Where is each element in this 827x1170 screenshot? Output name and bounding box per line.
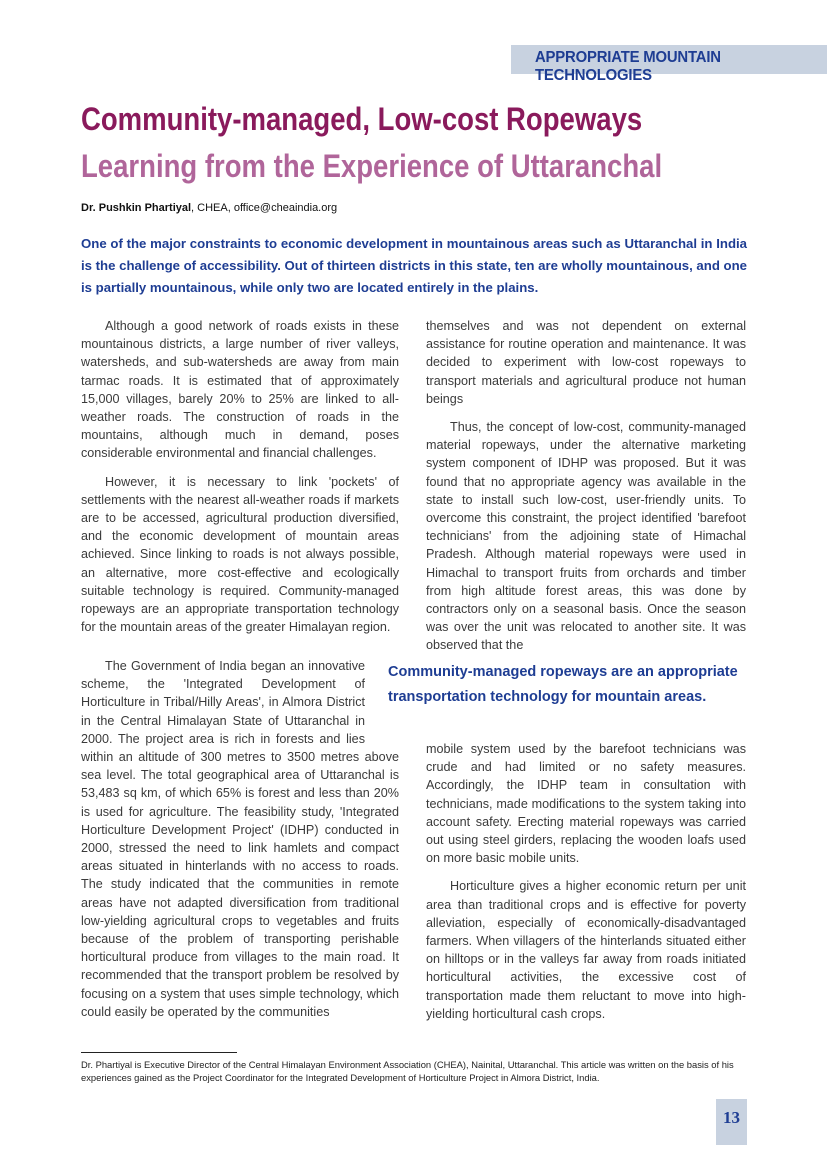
pull-quote: Community-managed ropeways are an appropriate transportation technology for mountain areas. (388, 664, 738, 705)
author-name: Dr. Pushkin Phartiyal (81, 202, 192, 214)
byline (81, 202, 337, 214)
right-column-bottom (426, 740, 746, 1033)
article-subtitle: Learning from the Experience of Uttaranchal (81, 148, 663, 184)
left-column-top (81, 317, 399, 646)
right-column-top (426, 317, 746, 665)
footnote-rule (81, 1052, 237, 1053)
footnote: Dr. Phartiyal is Executive Director of the Central Himalayan Environment Association (CHEA), Nainital, Uttaranchal. This article was written on the basis of his experiences gained as the Project Coordinator for the Integrated Development of Horticulture Project in Almora District, India. (81, 1059, 734, 1083)
author-affiliation: , CHEA, office@cheaindia.org (191, 202, 338, 214)
body-paragraph: Thus, the concept of low-cost, community-managed material ropeways, under the alternative marketing system component of IDHP was proposed. But it was found that no appropriate agency was available in the state to install such low-cost, user-friendly units. To overcome this constraint, the project identified 'barefoot technicians' from the adjoining state of Himachal Pradesh. Although material ropeways were used in Himachal to transport fruits from orchards and timber from high altitude forest areas, this was done by contractors only on a seasonal basis. Once the season was over the unit was relocated to another site. It was observed that the (426, 420, 746, 653)
body-paragraph: Horticulture gives a higher economic return per unit area than traditional crops and is effective for poverty alleviation, especially of economically-disadvantaged farmers. When villagers of the hinterlands situated either on hilltops or in the valleys far away from roads initiated horticultural activities, the excessive cost of transportation made them reluctant to move into high-yielding horticultural cash crops. (426, 879, 746, 1021)
body-paragraph: Although a good network of roads exists in these mountainous districts, a large number of river valleys, watersheds, and sub-watersheds are away from main tarmac roads. It is estimated that of approximately 15,000 villages, barely 20% to 25% are linked to all-weather roads. The construction of roads in the mountains, although much in demand, poses considerable environmental and financial challenges. (81, 319, 399, 461)
article-title: Community-managed, Low-cost Ropeways (81, 101, 643, 137)
lead-paragraph: One of the major constraints to economic development in mountainous areas such as Uttaranchal in India is the challenge of accessibility. Out of thirteen districts in this state, ten are wholly mountainous, and one is partially mountainous, while only two are located entirely in the plains. (81, 236, 747, 295)
body-paragraph: The Government of India began an innovative scheme, the 'Integrated Development of Horticulture in Tribal/Hilly Areas', in Almora District in the Central Himalayan State of Uttaranchal in 2000. The project area is rich in forests and lies within an altitude of 300 metres to 3500 metres above sea level. The total geographical area of Uttaranchal is 53,483 sq km, of which 65% is forest and less than 20% is used for agriculture. The feasibility study, 'Integrated Horticulture Development Project' (IDHP) conducted in 2000, stressed the need to link hamlets and compact areas situated in hinterlands with no access to roads. The study indicated that the communities in remote areas have not adapted diversification from traditional low-yielding agricultural crops to vegetables and fruits because of the problem of transporting perishable horticultural produce from villages to the main road. It recommended that the transport problem be resolved by focusing on a system that uses simple technology, which could easily be operated by the communities (81, 659, 399, 1019)
page-number: 13 (723, 1108, 740, 1127)
body-paragraph: However, it is necessary to link 'pockets' of settlements with the nearest all-weather roads if markets are to be accessed, agricultural production diversified, and the economic development of mountain areas achieved. Since linking to roads is not always possible, an alternative, more cost-effective and ecologically suitable technology is required. Community-managed ropeways are an appropriate transportation technology for the mountain areas of the greater Himalayan region. (81, 474, 399, 635)
left-column-bottom (81, 657, 399, 1031)
body-paragraph: themselves and was not dependent on external assistance for routine operation and maintenance. It was decided to experiment with low-cost ropeways to transport materials and agricultural produce not human beings (426, 319, 746, 406)
section-header: APPROPRIATE MOUNTAIN TECHNOLOGIES (535, 49, 721, 84)
body-paragraph: mobile system used by the barefoot technicians was crude and had limited or no safety measures. Accordingly, the IDHP team in consultation with technicians, made modifications to the system taking into account safety. Erecting material ropeways was carried out using steel girders, replacing the wooden loafs used on more basic mobile units. (426, 742, 746, 866)
